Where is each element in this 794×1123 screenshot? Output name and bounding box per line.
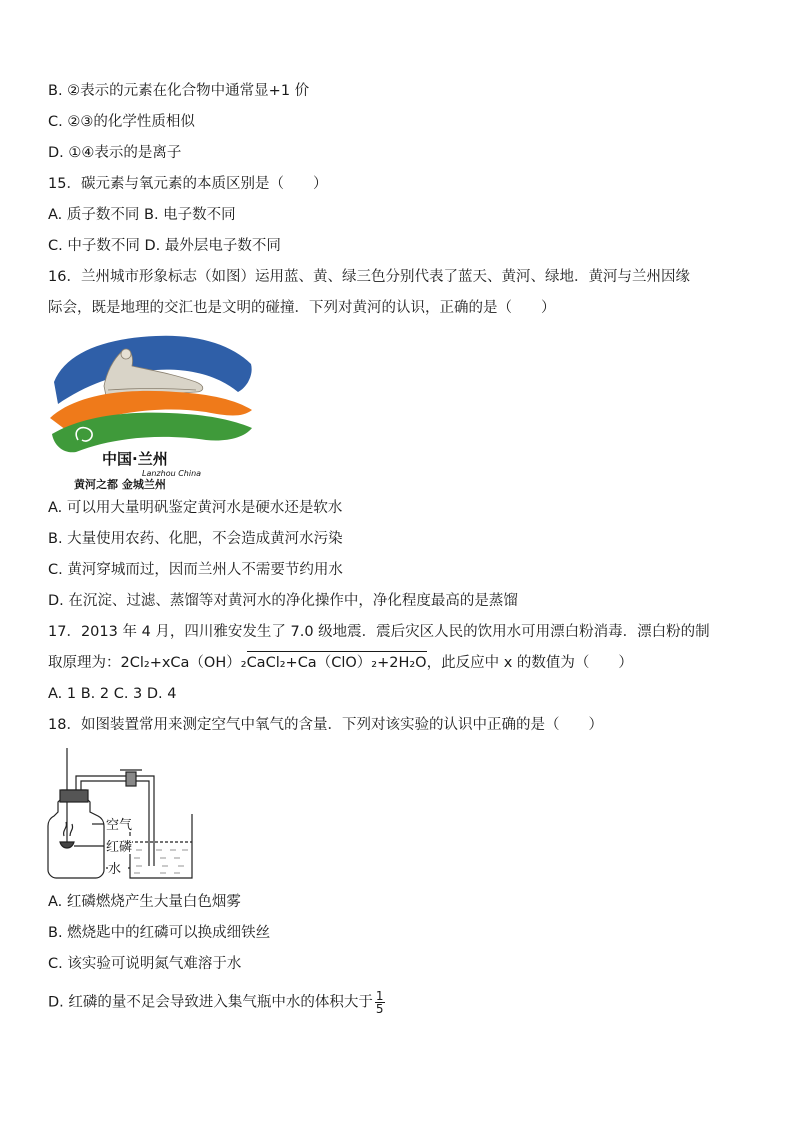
q14-option-b: B. ②表示的元素在化合物中通常显+1 价 bbox=[48, 83, 310, 99]
q16-option-a: A. 可以用大量明矾鉴定黄河水是硬水还是软水 bbox=[48, 500, 343, 516]
fraction-one-fifth bbox=[375, 990, 385, 1015]
apparatus-diagram bbox=[46, 746, 198, 882]
fraction-numerator: 1 bbox=[375, 989, 384, 1003]
fraction-denominator: 5 bbox=[375, 1002, 384, 1016]
label-red-phosphorus: 红磷 bbox=[106, 840, 133, 855]
combustion-spoon bbox=[60, 842, 74, 848]
q18-option-a: A. 红磷燃烧产生大量白色烟雾 bbox=[48, 894, 241, 910]
q18-option-d-text: D. 红磷的量不足会导致进入集气瓶中水的体积大于 bbox=[48, 994, 373, 1011]
q14-option-d: D. ①④表示的是离子 bbox=[48, 145, 182, 161]
q17-equation-line bbox=[48, 653, 633, 673]
beaker bbox=[130, 814, 192, 878]
q16-option-c: C. 黄河穿城而过，因而兰州人不需要节约用水 bbox=[48, 562, 343, 578]
air-oxygen-apparatus-figure bbox=[46, 746, 198, 882]
label-air: 空气 bbox=[106, 818, 133, 833]
q15-options-ab: A. 质子数不同 B. 电子数不同 bbox=[48, 207, 236, 223]
q18-option-c: C. 该实验可说明氮气难溶于水 bbox=[48, 956, 242, 972]
gas-bottle bbox=[48, 790, 104, 878]
q18-option-b: B. 燃烧匙中的红磷可以换成细铁丝 bbox=[48, 925, 271, 941]
q14-option-c: C. ②③的化学性质相似 bbox=[48, 114, 195, 130]
q18-stem: 18．如图装置常用来测定空气中氧气的含量．下列对该实验的认识中正确的是（ ） bbox=[48, 717, 603, 733]
q17-stem-line1: 17．2013 年 4 月，四川雅安发生了 7.0 级地震．震后灾区人民的饮用水可用漂白粉消毒．漂白粉的制 bbox=[48, 624, 710, 640]
lanzhou-logo-image bbox=[46, 330, 260, 490]
q15-options-cd: C. 中子数不同 D. 最外层电子数不同 bbox=[48, 238, 281, 254]
q17-eq-prefix: 取原理为： bbox=[48, 655, 121, 671]
lanzhou-logo-figure bbox=[46, 330, 260, 490]
q17-eq-reactants: 2Cl₂+xCa（OH）₂ bbox=[120, 655, 247, 671]
q18-option-d bbox=[48, 990, 385, 1015]
q16-stem-line2: 际会，既是地理的交汇也是文明的碰撞．下列对黄河的认识，正确的是（ ） bbox=[48, 300, 556, 316]
tube-clamp bbox=[126, 772, 136, 786]
q17-eq-suffix: ，此反应中 x 的数值为（ ） bbox=[426, 655, 633, 671]
q15-stem: 15．碳元素与氧元素的本质区别是（ ） bbox=[48, 176, 328, 192]
label-water: 水 bbox=[108, 862, 122, 877]
q17-options: A. 1 B. 2 C. 3 D. 4 bbox=[48, 686, 177, 702]
logo-slogan: 黄河之都 金城兰州 bbox=[74, 478, 166, 490]
bottle-stopper bbox=[60, 790, 88, 802]
q17-eq-arrow bbox=[247, 653, 427, 673]
logo-subtitle: Lanzhou China bbox=[142, 469, 202, 478]
q16-option-d: D. 在沉淀、过滤、蒸馏等对黄河水的净化操作中，净化程度最高的是蒸馏 bbox=[48, 593, 518, 609]
q16-option-b: B. 大量使用农药、化肥，不会造成黄河水污染 bbox=[48, 531, 343, 547]
logo-title: 中国·兰州 bbox=[102, 450, 168, 468]
q16-stem-line1: 16．兰州城市形象标志（如图）运用蓝、黄、绿三色分别代表了蓝天、黄河、绿地．黄河与兰州因缘 bbox=[48, 269, 690, 285]
q17-eq-products: CaCl₂+Ca（ClO）₂+2H₂O bbox=[246, 655, 427, 671]
